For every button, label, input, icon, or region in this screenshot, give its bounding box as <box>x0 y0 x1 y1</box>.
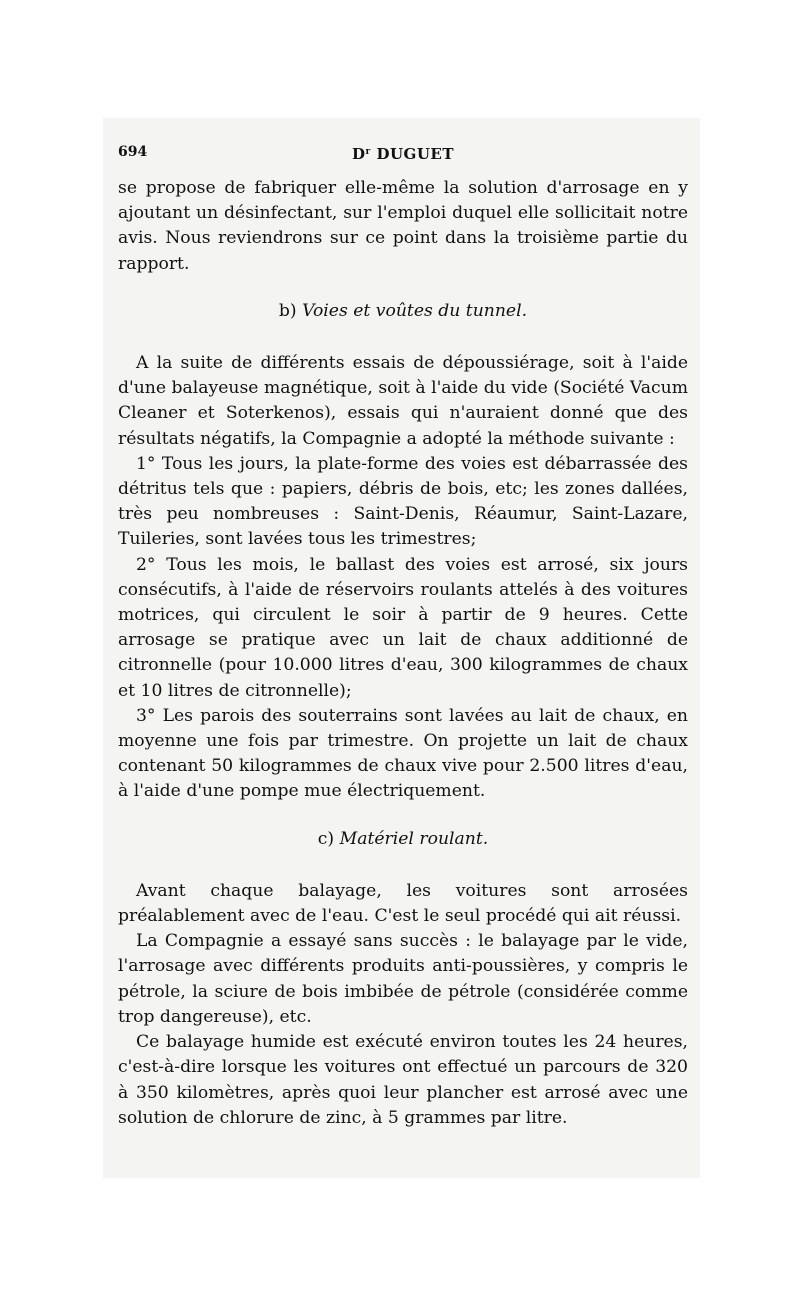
running-title <box>118 140 688 167</box>
section-title-b: Voies et voûtes du tunnel. <box>302 300 528 321</box>
paragraph: 3° Les parois des souterrains sont lavées au lait de chaux, en moyenne une fois par trimestre. On projette un lait de chaux contenant 50 kilogrammes de chaux vive pour 2.500 litres d'eau, à l'aide d'une pompe mue électriquement. <box>118 705 688 802</box>
paragraph-intro: se propose de fabriquer elle-même la solution d'arrosage en y ajoutant un désinfectant, sur l'emploi duquel elle sollicitait notre avis. Nous reviendrons sur ce point dans la troisième partie du rapport. <box>118 178 688 274</box>
paragraph: 1° Tous les jours, la plate-forme des voies est débarrassée des détritus tels que : papiers, débris de bois, etc; les zones dallées, très peu nombreuses : Saint-Denis, Réaumur, Saint-Lazare, Tuileries, sont lavées tous les trimestres; <box>118 453 688 550</box>
author-name: DUGUET <box>376 145 455 163</box>
paragraph: Avant chaque balayage, les voitures sont arrosées préalablement avec de l'eau. C'est le seul procédé qui ait réussi. <box>118 880 688 927</box>
section-letter-c: c) <box>317 828 335 849</box>
author-sup: r <box>365 147 371 157</box>
section-heading-c <box>118 827 688 852</box>
paragraph: 2° Tous les mois, le ballast des voies est arrosé, six jours consécutifs, à l'aide de réservoirs roulants attelés à des voitures motrices, qui circulent le soir à partir de 9 heures. Cette arrosage se pratique avec un lait de chaux additionné de citronnelle (pour 10.000 litres d'eau, 300 kilogrammes de chaux et 10 litres de citronnelle); <box>118 554 688 701</box>
author-prefix: D <box>351 145 366 163</box>
page-number: 694 <box>118 144 148 160</box>
paragraph: La Compagnie a essayé sans succès : le balayage par le vide, l'arrosage avec différents produits anti-poussières, y compris le pétrole, la sciure de bois imbibée de pétrole (considérée comme trop dangereuse), etc. <box>118 931 688 1027</box>
paragraph: Ce balayage humide est exécuté environ toutes les 24 heures, c'est-à-dire lorsque les voitures ont effectué un parcours de 320 à 350 kilomètres, après quoi leur plancher est arrosé avec une solution de chlorure de zinc, à 5 grammes par litre. <box>118 1032 688 1128</box>
page-content <box>118 140 688 1131</box>
paragraph: A la suite de différents essais de dépoussiérage, soit à l'aide d'une balayeuse magnétique, soit à l'aide du vide (Société Vacum Cleaner et Soterkenos), essais qui n'auraient donné que des résultats négatifs, la Compagnie a adopté la méthode suivante : <box>118 353 688 449</box>
running-head <box>118 140 688 164</box>
section-letter-b: b) <box>278 300 297 321</box>
section-title-c: Matériel roulant. <box>339 828 489 849</box>
section-heading-b <box>118 299 688 324</box>
